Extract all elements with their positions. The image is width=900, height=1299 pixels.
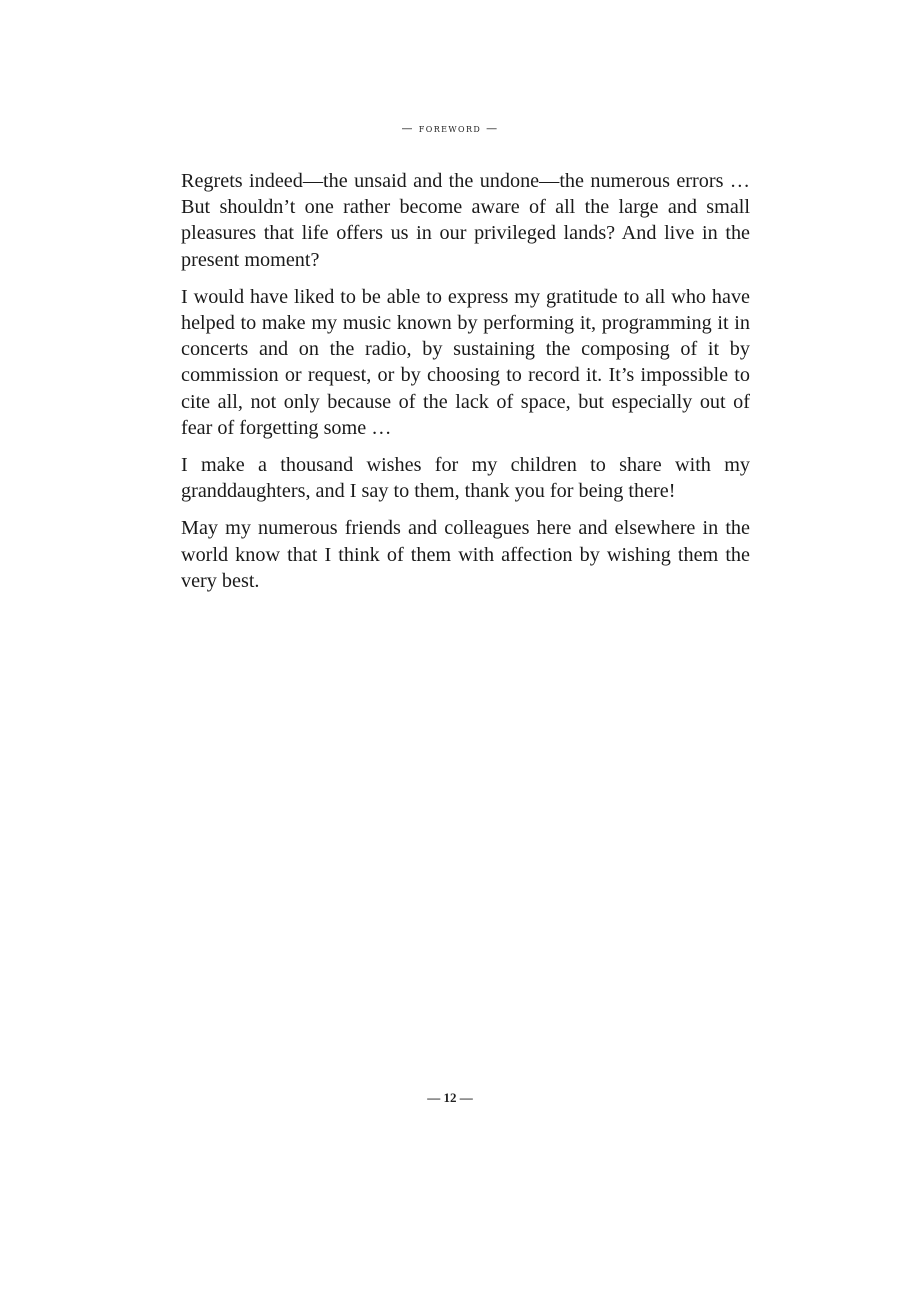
paragraph: May my numerous friends and colleagues here and elsewhere in the world know that I think of them with affection by wishing them the very best. (181, 517, 750, 592)
paragraph: Regrets indeed—the unsaid and the undone—the numerous errors … But shouldn’t one rather become aware of all the large and small pleasures that life offers us in our privileged lands? And live in the present moment? (181, 170, 750, 271)
paragraph: I would have liked to be able to express my gratitude to all who have helped to make my music known by performing it, programming it in concerts and on the radio, by sustaining the composing of it by commission or request, or by choosing to record it. It’s impossible to cite all, not only because of the lack of space, but especially out of fear of forgetting some … (181, 285, 750, 439)
page-number: — 12 — (427, 1090, 473, 1105)
paragraph: I make a thousand wishes for my children to share with my granddaughters, and I say to them, thank you for being there! (181, 454, 750, 503)
foreword-body (181, 168, 750, 605)
running-head: — foreword — (401, 122, 499, 135)
